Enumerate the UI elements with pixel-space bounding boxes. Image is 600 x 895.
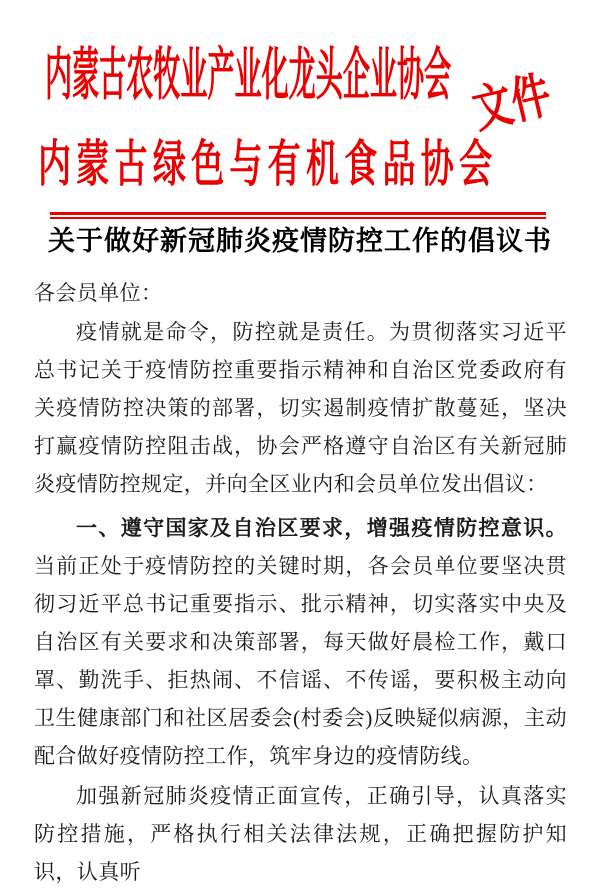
- salutation: 各会员单位：: [34, 281, 163, 305]
- paragraph-2-bold-lead: 一、遵守国家及自治区要求，增强疫情防控意识。: [76, 516, 567, 540]
- document-title: 关于做好新冠肺炎疫情防控工作的倡议书: [48, 226, 552, 256]
- paragraph-2: [34, 509, 567, 775]
- paragraph-3: 加强新冠肺炎疫情正面宣传，正确引导，认真落实防控措施，严格执行相关法律法规，正确把握防护知识，认真听: [34, 784, 567, 884]
- paragraph-1: 疫情就是命令，防控就是责任。为贯彻落实习近平总书记关于疫情防控重要指示精神和自治区党委政府有关疫情防控决策的部署，切实遏制疫情扩散蔓延，坚决打赢疫情防控阻击战，协会严格遵守自治区有关新冠肺炎疫情防控规定，并向全区业内和会员单位发出倡议：: [34, 320, 567, 496]
- org-name-line2: 内蒙古绿色与有机食品协会: [38, 136, 498, 192]
- doc-type-label: 文件: [467, 66, 557, 139]
- org-name-line1: 内蒙古农牧业产业化龙头企业协会: [45, 44, 452, 107]
- paragraph-2-rest: 当前正处于疫情防控的关键时期，各会员单位要坚决贯彻习近平总书记重要指示、批示精神，切实落实中央及自治区有关要求和决策部署，每天做好晨检工作，戴口罩、勤洗手、拒热闹、不信谣、不传谣，要积极主动向卫生健康部门和社区居委会(村委会)反映疑似病源，主动配合做好疫情防控工作，筑牢身边的疫情防线。: [34, 554, 567, 768]
- document-body: [34, 313, 567, 891]
- red-divider-rule: [50, 212, 546, 219]
